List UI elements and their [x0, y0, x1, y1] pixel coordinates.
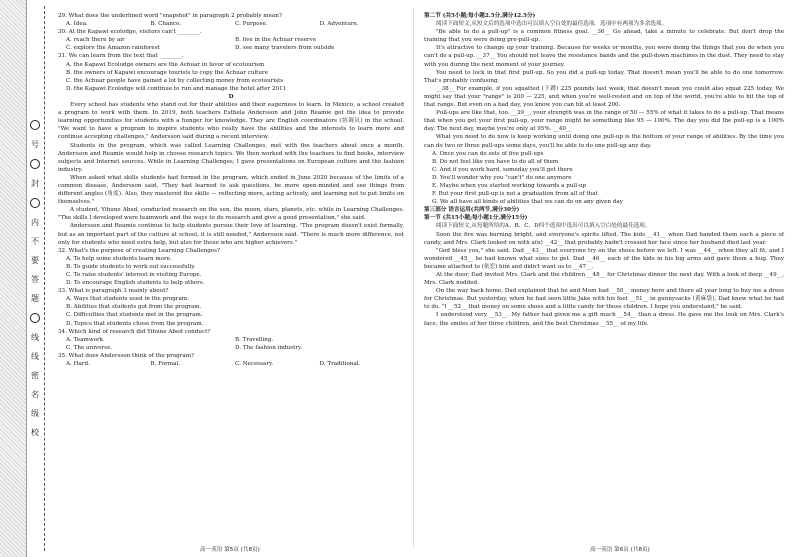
section-heading: 第一节 (共15小题;每小题1分,满分15分): [424, 215, 528, 222]
seal-char: 校: [31, 428, 39, 437]
option: A. the Kapawi Ecolodge owners are the Achuar in favor of ecotourism: [66, 61, 265, 68]
passage-paragraph: Andersson and Reamie continue to help students pursue their love of learning. "The program doesn't exist formally, but as an important part of the culture at school, it is still needed," Andersson said. "There is much more difference, not only for students who need extra help, but also for those who are higher achievers.": [58, 223, 404, 246]
question-35: 35. What does Andersson think of the program?: [58, 352, 195, 359]
option: E. Maybe when you started working towards a pull-up: [432, 182, 587, 189]
right-page: [418, 0, 790, 557]
question-34: 34. Which kind of research did Yihune Abed conduct?: [58, 328, 211, 335]
seal-line: [44, 6, 45, 551]
question-29-options: [58, 20, 404, 28]
option: D. You'll wonder why you "can't" do one anymore: [432, 174, 572, 181]
page-footer: 高一英语 第6页 (共8页): [590, 547, 650, 553]
option: B. Formal.: [150, 361, 180, 368]
seal-char: 线: [31, 333, 39, 342]
seal-char: 号: [31, 140, 39, 149]
passage-paragraph: What you need to do now is keep working until doing one pull-up is the bottom of your range of abilities. By the time you can do two or three pull-ups some days, you'll be able to do one pull-up any day.: [424, 134, 784, 149]
instruction: 阅读下面短文,从短文后的选项中选出可以填入空白处的最佳选项。选项中有两项为多余选项。: [436, 21, 668, 28]
option: C. explore the Amazon rainforest: [66, 45, 160, 52]
page-divider: [413, 8, 414, 548]
passage-paragraph: "Be able to do a pull-up" is a common fitness goal. __36__ Go ahead, take a minute to celebrate. But don't drop the training that you were doing pre-pull-up.: [424, 29, 784, 44]
seal-char: 级: [31, 409, 39, 418]
question-30-options: [58, 36, 404, 52]
seal-column: [28, 0, 42, 557]
page-footer: 高一英语 第5页 (共8页): [200, 547, 260, 553]
option: C. The universe.: [66, 344, 113, 351]
passage-paragraph: Pull-ups are like that, too. __39__, your strength was in the range of 50 — 55% of what it takes to do a pull-up. That means that when you get your first pull-up, your range might be something like 95 — 100%. The day you did the pull-up is a 100% day. The next day, maybe you're only at 95%. __40__: [424, 110, 784, 133]
seal-char: 内: [31, 218, 39, 227]
passage-paragraph: __38__ For example, if you squatted (下蹲) 225 pounds last week, that doesn't mean you could also squat 225 today. We might say that your "range" is 200 — 225, and when you're well-rested and on top of the world, you're able to hit the top of that range. But even on a bad day, you know you can hit at least 200.: [424, 85, 784, 109]
option: D. Adventure.: [319, 21, 359, 28]
seal-circle: [30, 159, 40, 169]
option: D. see many travelers from outside: [235, 45, 335, 52]
option: D. Traditional.: [319, 361, 361, 368]
option: B. Do not feel like you have to do all of them: [432, 158, 559, 165]
option: C. Purpose.: [235, 21, 268, 28]
option: D. The fashion industry.: [235, 344, 303, 351]
question-35-options: [58, 360, 404, 368]
option: A. Idea.: [66, 21, 88, 28]
option: B. Chance.: [150, 21, 182, 28]
seal-char: 线: [31, 352, 39, 361]
left-page: [52, 0, 410, 557]
section-heading: 第二节 (共5小题;每小题2.5分,满分12.5分): [424, 13, 536, 19]
section-heading: D: [228, 93, 234, 100]
cloze-paragraph: "God bless you," she said. Dad __43__ that everyone try on the shoes before we left. I was __44__ when they all fit, and I wondered __45__ he had known what sizes to get. Dad __46__ each of the kids in his big arms and gave them a hug. They became attached to (依恋) him and didn't want us to __47__.: [424, 247, 784, 270]
question-31: 31. We can learn from the text that ________.: [58, 53, 184, 60]
seal-circle: [30, 120, 40, 130]
question-32: 32. What's the purpose of creating Learning Challenges?: [58, 247, 221, 254]
question-33: 33. What is paragraph 3 mainly about?: [58, 288, 169, 295]
instruction: 阅读下面短文,从每题所给的A、B、C、D四个选项中选出可以填入空白处的最佳选项。: [436, 223, 651, 230]
binding-strip: [0, 0, 27, 557]
cloze-paragraph: On the way back home, Dad explained that he and Mom had __50__ money here and there all year long to buy me a dress for Christmas. But yesterday, when he had seen little Jake with his feet __51__ in gunnysacks (黄麻袋), Dad knew what he had to do. "I __52__ that money on some shoes and a little candy for those children. I hope you understand," he said.: [424, 288, 784, 311]
cloze-paragraph: I understood very __53__. My father had given me a gift much __54__ than a dress. He gave me the look on Mrs. Clark's face, the smiles of her three children, and the best Christmas __55__ of my life.: [424, 312, 784, 327]
seal-circle: [30, 313, 40, 323]
passage-paragraph: A student, Yihune Abed, conducted research on the sun, the moon, stars, planets, etc. while in Learning Challenges. "The skills I developed were teamwork and the ways to do research and give a good presentation," she said.: [58, 207, 404, 222]
question-34-options: [58, 336, 404, 352]
cloze-paragraph: Soon the fire was burning bright, and everyone's spirits lifted. The kids __41__ when Dad handed them each a piece of candy, and Mrs. Clark looked on with a(n) __42__ that probably hadn't crossed her face since her husband died last year.: [424, 231, 784, 246]
option: A. Hard.: [66, 361, 90, 368]
seal-char: 答: [31, 275, 39, 284]
option: A. To help some students learn more.: [66, 255, 172, 262]
option: B. live in the Achuar reserve: [235, 37, 317, 44]
option: B. the owners of Kapawi encourage tourists to copy the Achuar culture: [66, 69, 269, 76]
option: B. To guide students to work out successfully.: [66, 263, 196, 270]
seal-char: 题: [31, 294, 39, 303]
option: C. Difficulties that students met in the program.: [66, 312, 203, 319]
option: A. Teamwork.: [66, 336, 105, 343]
option: F. But your first pull-up is not a graduation from all of that: [432, 191, 598, 198]
seal-circle: [30, 198, 40, 208]
option: A. Once you can do sets of five pull-ups: [432, 150, 544, 157]
passage-paragraph: You need to lock in that first pull-up. So you did a pull-up today. That doesn't mean you'll be able to do one tomorrow. That's probably confusing.: [424, 69, 784, 84]
option: C. To raise students' interest in visiting Europe.: [66, 272, 202, 278]
seal-char: 不: [31, 237, 39, 246]
option: D. Topics that students chose from the program.: [66, 320, 204, 327]
option: C. Necessary.: [235, 361, 274, 368]
seal-char: 名: [31, 390, 39, 399]
option: D. To encourage English students to help others.: [66, 280, 205, 287]
question-29: 29. What does the underlined word "snapshot" in paragraph 2 probably mean?: [58, 13, 282, 19]
option: D. the Kapawi Ecolodge will continue to run and manage the hotel after 2011: [66, 85, 287, 92]
passage-paragraph: Students in the program, which was called Learning Challenges, met with the teachers about once a month. Andersson and Reamie would help in choose research topics. We then worked with the teachers to find books, interview subjects and Internet sources. While in Learning Challenges, I gave presentations on European culture and the fashion industry.: [58, 142, 404, 173]
option: G. We all have all kinds of abilities that we can do on any given day: [432, 199, 623, 206]
question-30: 30. At the Kapawi ecolodge, visitors can't ________.: [58, 29, 202, 36]
seal-char: 要: [31, 256, 39, 265]
seal-char: 封: [31, 179, 39, 188]
passage-paragraph: Every school has students who stand out for their abilities and their eagerness to learn. In Mexico, a school created a program to work with them. In 2019, both teachers Esthela Andersson and John Reamie got the idea to provide learning opportunities for students with a hunger for knowledge. They are English coordinators (协调员) in the school. "We want to have a program to inspire students who really have the abilities and the interests to learn more and continue accepting challenges," Andersson said during a recent interview.: [58, 102, 404, 141]
seal-char: 密: [31, 371, 39, 380]
part-heading: 第三部分 语言运用(共两节,满分30分): [424, 207, 520, 214]
passage-paragraph: It's attractive to change up your training. Because for weeks or months, you were doing the things that you do when you can't do a pull-up. __37__ You should not leave the resistance bands and the pull-down machines in the dust. They need to stay with you during the next moment of your journey.: [424, 45, 784, 68]
option: B. Abilities that students got from the program.: [66, 304, 202, 311]
option: A. Ways that students used in the program.: [66, 296, 189, 303]
cloze-paragraph: At the door, Dad invited Mrs. Clark and the children __48__ for Christmas dinner the next day. With a look of deep __49__, Mrs. Clark nodded.: [424, 272, 784, 287]
option: C. the Achuar people have gained a lot by collecting money from ecotourists: [66, 77, 284, 84]
option: B. Travelling.: [235, 336, 274, 343]
option: C. And if you work hard, someday you'll get there: [432, 166, 573, 173]
option: A. reach there by air: [66, 37, 125, 44]
passage-paragraph: When asked what skills students had formed in the program, which ended in June 2020 because of the limits of a common disease, Andersson said, "They had learned to ask questions, be more open-minded and see things from different angles (角度). Also, they mastered the skills — reflecting more, acting actively, and learning not to put limits on themselves.": [58, 174, 404, 206]
